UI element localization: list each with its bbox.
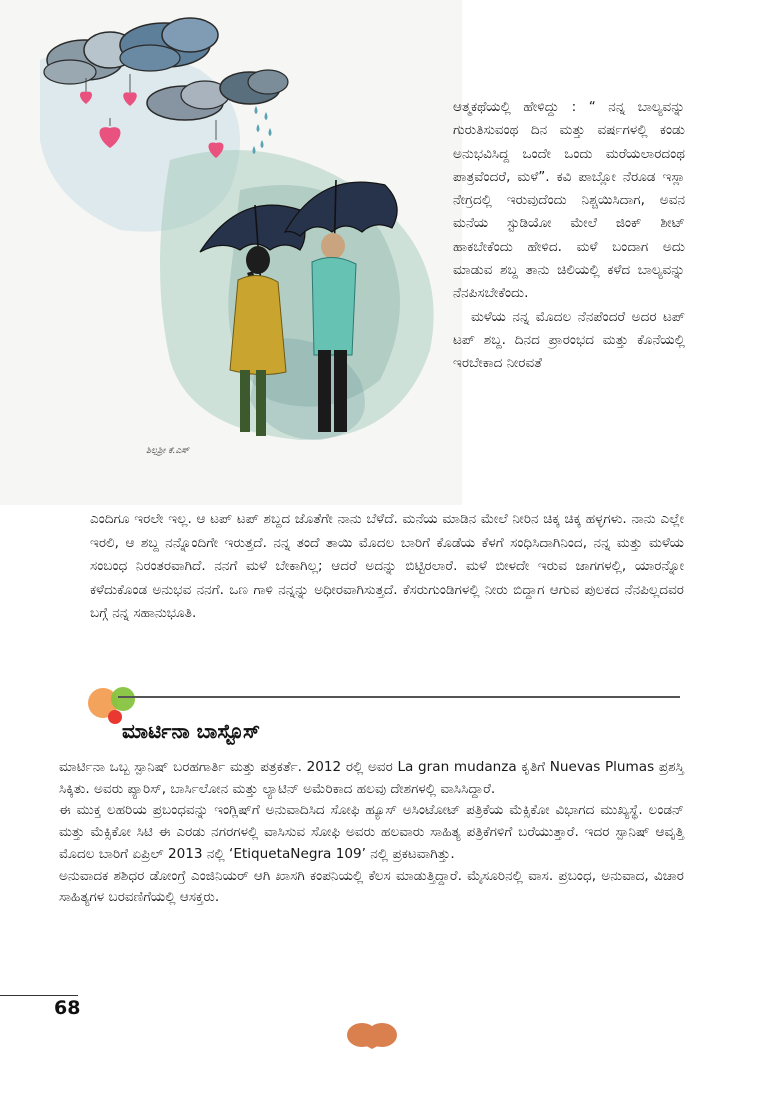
right-text-column	[453, 96, 685, 376]
paragraph: ಎಂದಿಗೂ ಇರಲೇ ಇಲ್ಲ. ಆ ಟಪ್ ಟಪ್ ಶಬ್ದದ ಜೊತೆಗೇ ನಾನು ಬೆಳೆದೆ. ಮನೆಯ ಮಾಡಿನ ಮೇಲೆ ನೀರಿನ ಚಿಕ್ಕ ಚಿಕ್ಕ ಹಳ್ಳಗಳು. ನಾನು ಎಲ್ಲೇ ಇರಲಿ, ಆ ಶಬ್ದ ನನ್ನೊಂದಿಗೇ ಇರುತ್ತದೆ. ನನ್ನ ತಂದೆ ತಾಯಿ ಮೊದಲ ಬಾರಿಗೆ ಕೊಡೆಯ ಕೆಳಗೆ ಸಂಧಿಸಿದಾಗಿನಿಂದ, ನನ್ನ ಮತ್ತು ಮಳೆಯ ಸಂಬಂಧ ನಿರಂತರವಾಗಿದೆ. ನನಗೆ ಮಳೆ ಬೇಕಾಗಿಲ್ಲ; ಆದರೆ ಅದನ್ನು ಬಿಟ್ಟಿರಲಾರೆ. ಮಳೆ ಬೀಳದೇ ಇರುವ ಜಾಗಗಳಲ್ಲಿ, ಯಾರನ್ನೋ ಕಳೆದುಕೊಂಡ ಅನುಭವ ನನಗೆ. ಒಣ ಗಾಳಿ ನನ್ನನ್ನು ಅಧೀರವಾಗಿಸುತ್ತದೆ. ಕೆಸರುಗುಂಡಿಗಳಲ್ಲಿ ನೀರು ಬಿದ್ದಾಗ ಆಗುವ ಪುಲಕದ ನೆನಪಿಲ್ಲದವರ ಬಗ್ಗೆ ನನ್ನ ಸಹಾನುಭೂತಿ.	[90, 511, 684, 622]
bio-paragraph: ಅನುವಾದಕ ಶಶಿಧರ ಡೋಂಗ್ರೆ ಎಂಜಿನಿಯರ್ ಆಗಿ ಖಾಸಗಿ ಕಂಪನಿಯಲ್ಲಿ ಕೆಲಸ ಮಾಡುತ್ತಿದ್ದಾರೆ. ಮೈಸೂರಿನಲ್ಲಿ ವಾಸ. ಪ್ರಬಂಧ, ಅನುವಾದ, ವಿಚಾರ ಸಾಹಿತ್ಯಗಳ ಬರವಣಿಗೆಯಲ್ಲಿ ಆಸಕ್ತರು.	[59, 867, 684, 906]
page-number-rule	[0, 995, 78, 996]
paragraph: ಆತ್ಮಕಥೆಯಲ್ಲಿ ಹೇಳಿದ್ದು : “ ನನ್ನ ಬಾಲ್ಯವನ್ನು ಗುರುತಿಸುವಂಥ ದಿನ ಮತ್ತು ವರ್ಷಗಳಲ್ಲಿ ಕಂಡು ಅನುಭವಿಸಿದ್ದ ಒಂದೇ ಒಂದು ಮರೆಯಲಾರದಂಥ ಪಾತ್ರವೆಂದರೆ, ಮಳೆ”. ಕವಿ ಪಾಬ್ಲೋ ನೆರೂಡ ಇಸ್ಲಾ ನೇಗ್ರದಲ್ಲಿ ಇರುವುದೆಂದು ನಿಶ್ಚಯಿಸಿದಾಗ, ಅವನ ಮನೆಯ ಸ್ಟುಡಿಯೋ ಮೇಲೆ ಜಿಂಕ್ ಶೀಟ್ ಹಾಕಬೇಕೆಂದು ಹೇಳಿದ. ಮಳೆ ಬಂದಾಗ ಅದು ಮಾಡುವ ಶಬ್ದ ತಾನು ಚಿಲಿಯಲ್ಲಿ ಕಳೆದ ಬಾಲ್ಯವನ್ನು ನೆನಪಿಸಬೇಕೆಂದು.	[453, 99, 685, 302]
heart-ornament-icon	[345, 1020, 399, 1050]
decorative-dot	[111, 687, 135, 711]
author-bio	[59, 757, 684, 909]
artist-signature: ಶಿಲ್ಪಶ್ರೀ ಕೆ.ಎಸ್	[146, 446, 189, 456]
rain-couple-illustration	[0, 0, 462, 505]
illustration-artwork	[0, 0, 462, 505]
page-number: 68	[54, 997, 81, 1019]
body-text	[90, 508, 684, 626]
bio-paragraph: ಮಾರ್ಟಿನಾ ಒಬ್ಬ ಸ್ಪಾನಿಷ್ ಬರಹಗಾರ್ತಿ ಮತ್ತು ಪತ್ರಕರ್ತೆ. 2012 ರಲ್ಲಿ ಅವರ La gran mudanza ಕೃತಿಗೆ Nuevas Plumas ಪ್ರಶಸ್ತಿ ಸಿಕ್ಕಿತು. ಅವರು ಪ್ಯಾರಿಸ್, ಬಾರ್ಸಿಲೋನ ಮತ್ತು ಲ್ಯಾಟಿನ್ ಅಮೆರಿಕಾದ ಹಲವು ದೇಶಗಳಲ್ಲಿ ವಾಸಿಸಿದ್ದಾರೆ.	[59, 759, 684, 797]
section-divider	[118, 696, 680, 698]
section-title: ಮಾರ್ಟಿನಾ ಬಾಸ್ಟೊಸ್	[122, 719, 261, 743]
decorative-dot	[108, 710, 122, 724]
bio-paragraph: ಈ ಮುಕ್ತ ಲಹರಿಯ ಪ್ರಬಂಧವನ್ನು ಇಂಗ್ಲಿಷ್‌ಗೆ ಅನುವಾದಿಸಿದ ಸೋಫಿ ಹ್ಯೂಸ್ ಅಸಿಂಟೋಟ್ ಪತ್ರಿಕೆಯ ಮೆಕ್ಸಿಕೋ ವಿಭಾಗದ ಮುಖ್ಯಸ್ಥೆ. ಲಂಡನ್ ಮತ್ತು ಮೆಕ್ಸಿಕೋ ಸಿಟಿ ಈ ಎರಡು ನಗರಗಳಲ್ಲಿ ವಾಸಿಸುವ ಸೋಫಿ ಅವರು ಹಲವಾರು ಸಾಹಿತ್ಯ ಪತ್ರಿಕೆಗಳಿಗೆ ಬರೆಯುತ್ತಾರೆ. ಇದರ ಸ್ಪಾನಿಷ್ ಆವೃತ್ತಿ ಮೊದಲ ಬಾರಿಗೆ ಏಪ್ರಿಲ್ 2013 ನಲ್ಲಿ ‘EtiquetaNegra 109’ ನಲ್ಲಿ ಪ್ರಕಟವಾಗಿತ್ತು.	[59, 802, 684, 862]
paragraph: ಮಳೆಯ ನನ್ನ ಮೊದಲ ನೆನಪೆಂದರೆ ಅದರ ಟಪ್ ಟಪ್ ಶಬ್ದ. ದಿನದ ಪ್ರಾರಂಭದ ಮತ್ತು ಕೊನೆಯಲ್ಲಿ ಇರಬೇಕಾದ ನೀರವತೆ	[453, 308, 685, 372]
